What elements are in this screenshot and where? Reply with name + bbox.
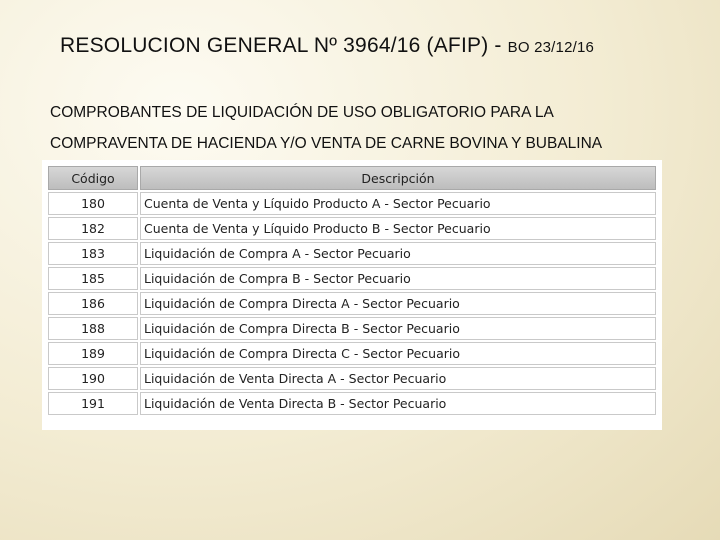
cell-description: Liquidación de Compra Directa C - Sector Pecuario [140,342,656,365]
cell-code: 188 [48,317,138,340]
cell-code: 186 [48,292,138,315]
page-title [60,34,710,58]
cell-description: Liquidación de Compra A - Sector Pecuario [140,242,656,265]
table-row [48,217,656,240]
table-row [48,317,656,340]
cell-description: Liquidación de Compra Directa B - Sector Pecuario [140,317,656,340]
cell-code: 185 [48,267,138,290]
voucher-table-panel [42,160,662,430]
cell-code: 183 [48,242,138,265]
table-row [48,267,656,290]
cell-code: 190 [48,367,138,390]
table-row [48,242,656,265]
table-header-row [48,166,656,190]
cell-description: Liquidación de Venta Directa A - Sector Pecuario [140,367,656,390]
cell-description: Cuenta de Venta y Líquido Producto A - Sector Pecuario [140,192,656,215]
table-row [48,292,656,315]
cell-code: 189 [48,342,138,365]
voucher-table [46,164,658,417]
table-row [48,367,656,390]
cell-description: Cuenta de Venta y Líquido Producto B - Sector Pecuario [140,217,656,240]
table-row [48,392,656,415]
title-main: RESOLUCION GENERAL Nº 3964/16 (AFIP) - [60,34,508,57]
subtitle-line-1: COMPROBANTES DE LIQUIDACIÓN DE USO OBLIGATORIO PARA LA [50,104,554,121]
column-header-description: Descripción [140,166,656,190]
table-row [48,342,656,365]
cell-description: Liquidación de Venta Directa B - Sector Pecuario [140,392,656,415]
table-row [48,192,656,215]
subtitle-line-2: COMPRAVENTA DE HACIENDA Y/O VENTA DE CARNE BOVINA Y BUBALINA [50,135,603,152]
column-header-code: Código [48,166,138,190]
cell-code: 182 [48,217,138,240]
cell-code: 191 [48,392,138,415]
title-bo-date: BO 23/12/16 [507,39,595,56]
cell-description: Liquidación de Compra Directa A - Sector Pecuario [140,292,656,315]
cell-description: Liquidación de Compra B - Sector Pecuario [140,267,656,290]
cell-code: 180 [48,192,138,215]
